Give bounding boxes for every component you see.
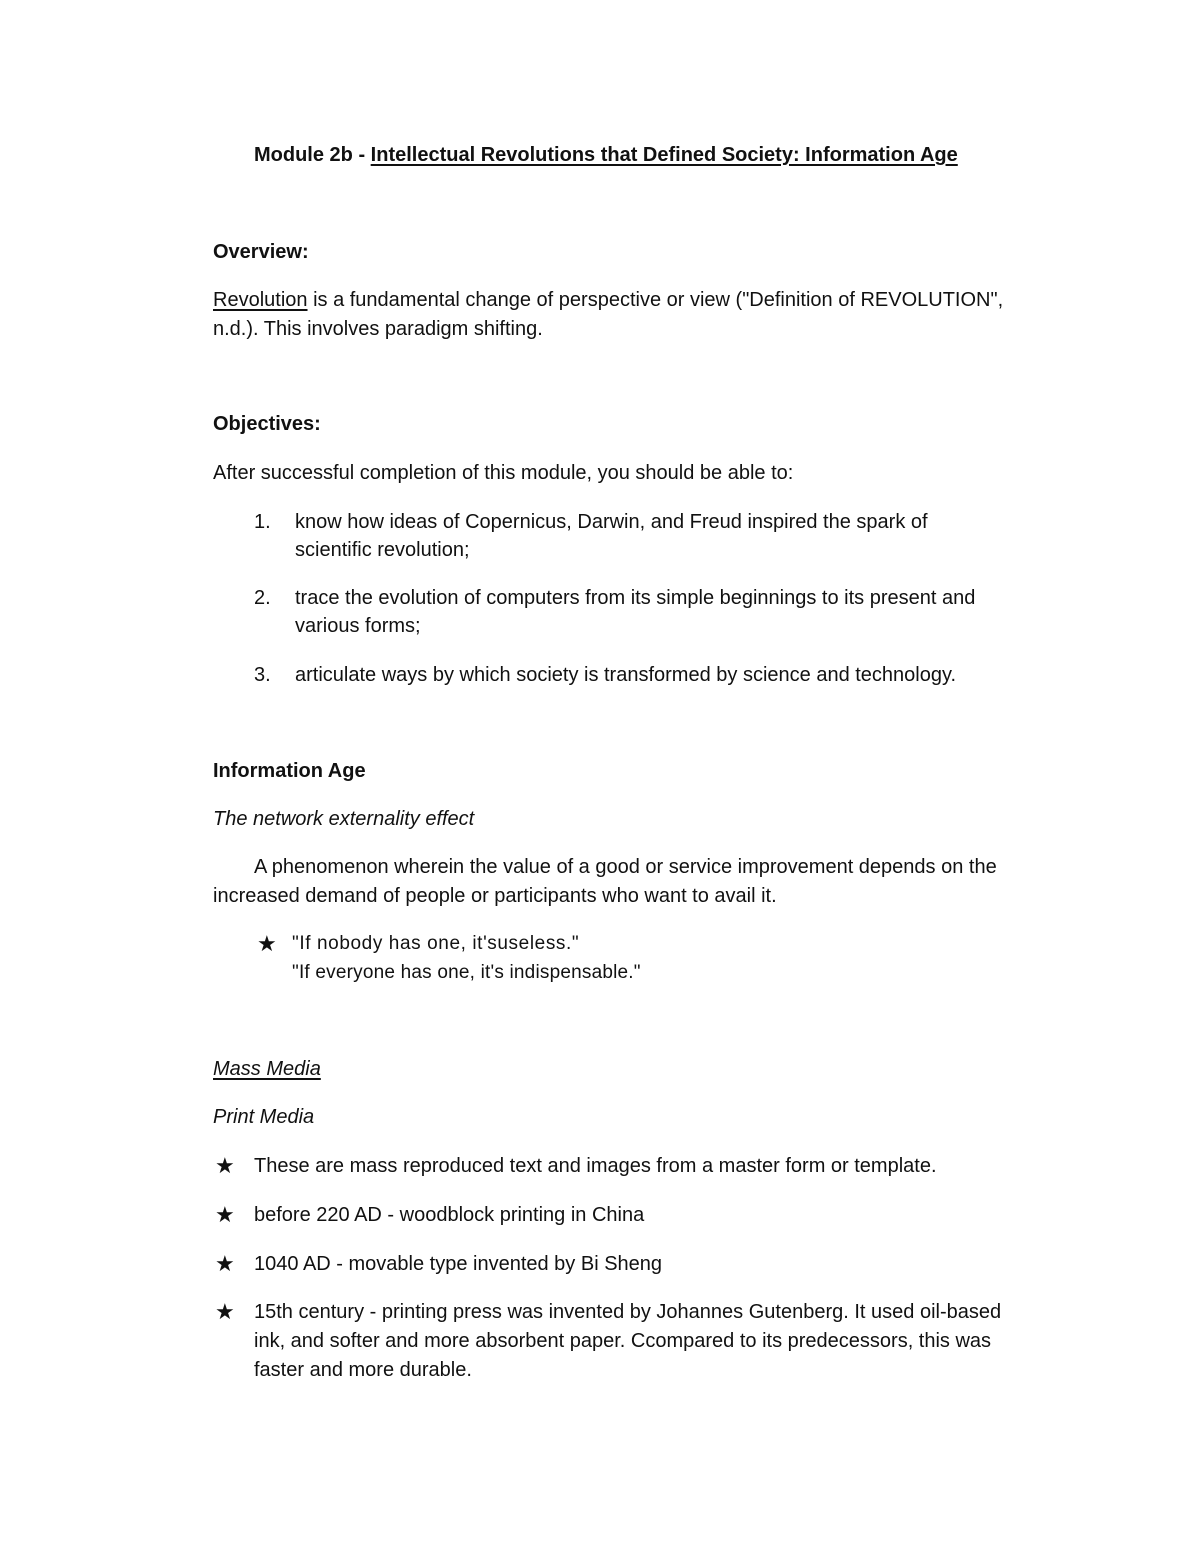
star-icon: ★ bbox=[215, 1153, 235, 1178]
bullet-4-line-2: ink, and softer and more absorbent paper. Ccompared to its predecessors, this was bbox=[254, 1330, 992, 1352]
phenomenon-line-2: increased demand of people or participants who want to avail it. bbox=[213, 885, 777, 907]
objective-number-3: 3. bbox=[254, 664, 271, 686]
revolution-term: Revolution bbox=[213, 289, 308, 311]
objective-1-line-2: scientific revolution; bbox=[295, 539, 470, 561]
objective-2-line-2: various forms; bbox=[295, 615, 421, 637]
title-underlined: Intellectual Revolutions that Defined Society: Information Age bbox=[370, 144, 958, 166]
objective-1-line-1: know how ideas of Copernicus, Darwin, and Freud inspired the spark of bbox=[295, 511, 928, 533]
quote-line-1: "If nobody has one, it'suseless." bbox=[292, 933, 580, 954]
objective-number-1: 1. bbox=[254, 511, 271, 533]
star-icon: ★ bbox=[215, 1202, 235, 1227]
print-media-subheading: Print Media bbox=[213, 1106, 315, 1128]
objective-number-2: 2. bbox=[254, 587, 271, 609]
network-externality-subheading: The network externality effect bbox=[213, 808, 475, 830]
information-age-heading: Information Age bbox=[213, 760, 366, 782]
page-title bbox=[254, 141, 958, 169]
bullet-4-line-3: faster and more durable. bbox=[254, 1359, 472, 1381]
overview-line-1-rest: is a fundamental change of perspective or view ("Definition of REVOLUTION", bbox=[307, 289, 1004, 311]
phenomenon-line-1: A phenomenon wherein the value of a good or service improvement depends on the bbox=[254, 856, 997, 878]
quote-line-2: "If everyone has one, it's indispensable." bbox=[292, 962, 641, 983]
objective-2-line-1: trace the evolution of computers from its simple beginnings to its present and bbox=[295, 587, 976, 609]
overview-line-2: n.d.). This involves paradigm shifting. bbox=[213, 318, 543, 340]
title-prefix: Module 2b - bbox=[254, 144, 371, 166]
objective-3-line-1: articulate ways by which society is transformed by science and technology. bbox=[295, 664, 957, 686]
mass-media-heading: Mass Media bbox=[213, 1058, 321, 1080]
star-icon: ★ bbox=[215, 1299, 235, 1324]
star-icon: ★ bbox=[257, 931, 277, 956]
objectives-heading: Objectives: bbox=[213, 413, 321, 435]
objectives-intro: After successful completion of this module, you should be able to: bbox=[213, 462, 794, 484]
bullet-4-line-1: 15th century - printing press was invented by Johannes Gutenberg. It used oil-based bbox=[254, 1301, 1002, 1323]
bullet-2-line-1: before 220 AD - woodblock printing in China bbox=[254, 1204, 645, 1226]
overview-line-1 bbox=[213, 286, 1003, 314]
star-icon: ★ bbox=[215, 1251, 235, 1276]
overview-heading: Overview: bbox=[213, 241, 309, 263]
bullet-1-line-1: These are mass reproduced text and images from a master form or template. bbox=[254, 1155, 937, 1177]
bullet-3-line-1: 1040 AD - movable type invented by Bi Sheng bbox=[254, 1253, 663, 1275]
